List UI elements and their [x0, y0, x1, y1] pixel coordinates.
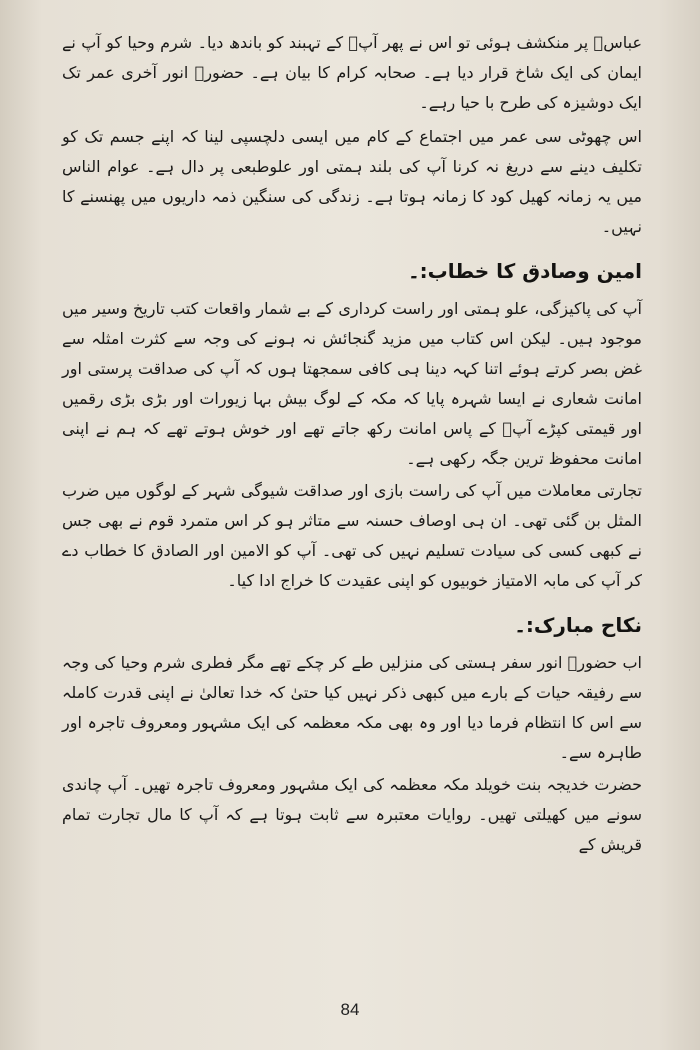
paragraph-4: تجارتی معاملات میں آپ کی راست بازی اور صداقت شیوگی شہر کے لوگوں میں ضرب المثل بن گئی تھی۔ ان ہی اوصاف حسنہ سے متاثر ہو کر اس متمرد قوم نے بھی جس نے کبھی کسی کی سیادت تسلیم نہیں کی تھی۔ آپ کو الامین اور الصادق کا خطاب دے کر آپ کی مابہ الامتیاز خوبیوں کو اپنی عقیدت کا خراج ادا کیا۔ [62, 481, 642, 590]
paragraph-2: اس چھوٹی سی عمر میں اجتماع کے کام میں ایسی دلچسپی لینا کہ اپنے جسم تک کو تکلیف دینے سے دریغ نہ کرنا آپ کی بلند ہمتی اور علوطبعی پر دال ہے۔ عوام الناس میں یہ زمانہ کھیل کود کا زمانہ ہوتا ہے۔ زندگی کی سنگین ذمہ داریوں میں پھنسنے کا نہیں۔ [62, 127, 642, 236]
paragraph-6: حضرت خدیجہ بنت خویلد مکہ معظمہ کی ایک مشہور ومعروف تاجرہ تھیں۔ آپ چاندی سونے میں کھیلتی تھیں۔ روایات معتبرہ سے ثابت ہوتا ہے کہ آپ کا مال تجارت تمام قریش کے [62, 775, 642, 854]
page-text-body [62, 28, 642, 860]
page-number: 84 [340, 1000, 360, 1019]
paragraph-3: آپ کی پاکیزگی، علو ہمتی اور راست کرداری کے بے شمار واقعات کتب تاریخ وسیر میں موجود ہیں۔ لیکن اس کتاب میں مزید گنجائش نہ ہونے کی وجہ سے کثرت امثلہ سے غض بصر کرتے ہوئے اتنا کہہ دینا ہی کافی سمجھتا ہوں کہ آپ کی صداقت پرستی اور امانت شعاری نے ایسا شہرہ پایا کہ مکہ کے لوگ بیش بہا زیورات اور بڑی بڑی رقمیں اور قیمتی کپڑے آپؐ کے پاس امانت رکھ جاتے تھے اور خوش ہوتے تھے کہ ہم نے اپنی امانت محفوظ ترین جگہ رکھی ہے۔ [62, 299, 642, 468]
paragraph-5: اب حضورؐ انور سفر ہستی کی منزلیں طے کر چکے تھے مگر فطری شرم وحیا کی وجہ سے رفیقہ حیات کے بارے میں کبھی ذکر نہیں کیا حتیٰ کہ خدا تعالیٰ نے اپنی قدرت کاملہ سے اس کا انتظام فرما دیا اور وہ بھی مکہ معظمہ کی ایک مشہور ومعروف تاجرہ اور طاہرہ سے۔ [62, 653, 642, 762]
section-heading-amin-sadiq [62, 254, 642, 288]
paragraph-1: عباسؓ پر منکشف ہوئی تو اس نے پھر آپؐ کے تہبند کو باندھ دیا۔ شرم وحیا کو آپ نے ایمان کی ایک شاخ قرار دیا ہے۔ صحابہ کرام کا بیان ہے۔ حضورؐ انور آخری عمر تک ایک دوشیزہ کی طرح با حیا رہے۔ [62, 33, 642, 112]
section-heading-nikah [62, 608, 642, 642]
section-heading-text: نکاح مبارک:۔ [514, 613, 642, 637]
section-heading-text: امین وصادق کا خطاب:۔ [407, 259, 642, 283]
